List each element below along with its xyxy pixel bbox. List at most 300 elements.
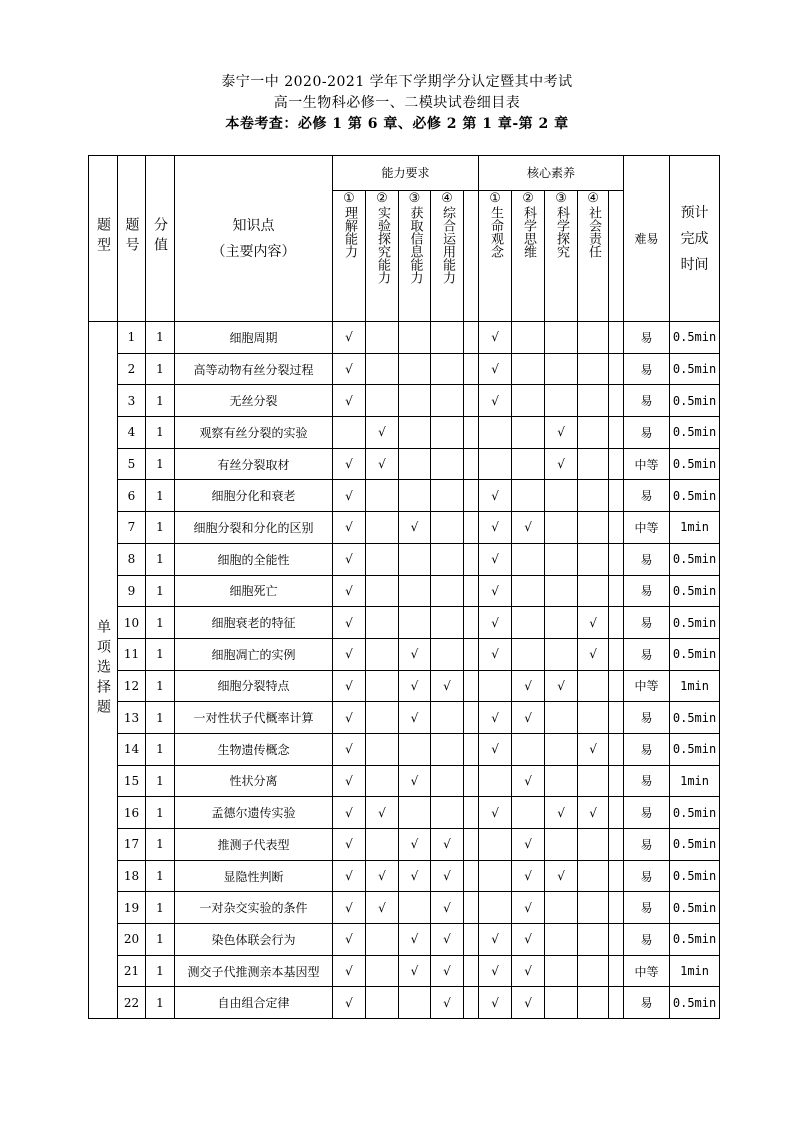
knowledge-point: 观察有丝分裂的实验	[175, 417, 333, 449]
knowledge-point: 细胞死亡	[175, 575, 333, 607]
literacy-4-cell	[578, 448, 609, 480]
table-row	[89, 924, 720, 956]
difficulty: 易	[624, 480, 670, 512]
estimated-time: 0.5min	[670, 987, 720, 1019]
question-score: 1	[146, 797, 175, 829]
literacy-2-cell	[512, 480, 545, 512]
ability-4-cell	[431, 385, 464, 417]
ability-2-cell: √	[366, 448, 399, 480]
literacy-1-cell	[479, 860, 512, 892]
table-row	[89, 670, 720, 702]
literacy-3-cell	[545, 892, 578, 924]
ability-spacer-cell	[464, 543, 479, 575]
table-row	[89, 892, 720, 924]
difficulty: 易	[624, 987, 670, 1019]
ability-4-cell: √	[431, 955, 464, 987]
table-row	[89, 955, 720, 987]
literacy-3-cell	[545, 638, 578, 670]
ability-spacer-cell	[464, 385, 479, 417]
estimated-time: 0.5min	[670, 543, 720, 575]
ability-spacer-cell	[464, 575, 479, 607]
question-number: 13	[118, 702, 146, 734]
ability-3-cell: √	[399, 860, 431, 892]
difficulty: 易	[624, 353, 670, 385]
literacy-3-cell: √	[545, 797, 578, 829]
ability-2-cell	[366, 353, 399, 385]
literacy-3-cell	[545, 353, 578, 385]
literacy-2-cell	[512, 353, 545, 385]
literacy-spacer-cell	[609, 955, 624, 987]
literacy-2-cell	[512, 797, 545, 829]
ability-2-cell	[366, 385, 399, 417]
knowledge-point: 自由组合定律	[175, 987, 333, 1019]
literacy-4-cell: √	[578, 638, 609, 670]
ability-3-cell	[399, 385, 431, 417]
header-ability-group: 能力要求	[333, 156, 479, 191]
ability-4-cell	[431, 322, 464, 354]
table-row	[89, 860, 720, 892]
estimated-time: 0.5min	[670, 480, 720, 512]
difficulty: 中等	[624, 670, 670, 702]
table-row	[89, 765, 720, 797]
literacy-spacer-cell	[609, 987, 624, 1019]
literacy-4-cell	[578, 987, 609, 1019]
ability-1-cell: √	[333, 797, 366, 829]
ability-1-cell: √	[333, 733, 366, 765]
literacy-1-cell: √	[479, 924, 512, 956]
question-score: 1	[146, 543, 175, 575]
header-number: 题号	[118, 156, 146, 322]
literacy-spacer-cell	[609, 860, 624, 892]
question-number: 17	[118, 829, 146, 861]
ability-4-cell	[431, 417, 464, 449]
literacy-3-cell	[545, 702, 578, 734]
question-score: 1	[146, 702, 175, 734]
estimated-time: 0.5min	[670, 353, 720, 385]
question-score: 1	[146, 607, 175, 639]
literacy-4-cell	[578, 543, 609, 575]
ability-1-cell: √	[333, 385, 366, 417]
question-score: 1	[146, 765, 175, 797]
knowledge-point: 测交子代推测亲本基因型	[175, 955, 333, 987]
ability-3-cell	[399, 575, 431, 607]
question-number: 20	[118, 924, 146, 956]
knowledge-point: 有丝分裂取材	[175, 448, 333, 480]
table-row	[89, 417, 720, 449]
literacy-3-cell	[545, 733, 578, 765]
ability-2-cell	[366, 322, 399, 354]
literacy-3-cell	[545, 512, 578, 544]
question-number: 4	[118, 417, 146, 449]
ability-spacer-cell	[464, 512, 479, 544]
ability-3-cell: √	[399, 670, 431, 702]
header-knowledge: 知识点 （主要内容）	[175, 156, 333, 322]
header-ability-1: ① 理解能力	[333, 191, 366, 322]
question-number: 12	[118, 670, 146, 702]
difficulty: 中等	[624, 955, 670, 987]
literacy-1-cell: √	[479, 733, 512, 765]
literacy-1-cell: √	[479, 955, 512, 987]
ability-1-cell: √	[333, 543, 366, 575]
difficulty: 易	[624, 829, 670, 861]
knowledge-point: 细胞分裂特点	[175, 670, 333, 702]
literacy-spacer-cell	[609, 417, 624, 449]
question-number: 18	[118, 860, 146, 892]
estimated-time: 0.5min	[670, 733, 720, 765]
question-score: 1	[146, 955, 175, 987]
literacy-1-cell	[479, 670, 512, 702]
difficulty: 易	[624, 892, 670, 924]
knowledge-point: 推测子代表型	[175, 829, 333, 861]
literacy-spacer-cell	[609, 480, 624, 512]
ability-spacer-cell	[464, 322, 479, 354]
estimated-time: 0.5min	[670, 607, 720, 639]
literacy-1-cell: √	[479, 702, 512, 734]
ability-1-cell: √	[333, 987, 366, 1019]
section-label: 单项选择题	[89, 322, 118, 1019]
literacy-2-cell	[512, 607, 545, 639]
literacy-spacer-cell	[609, 575, 624, 607]
literacy-2-cell	[512, 385, 545, 417]
estimated-time: 0.5min	[670, 448, 720, 480]
literacy-2-cell: √	[512, 670, 545, 702]
difficulty: 易	[624, 607, 670, 639]
question-score: 1	[146, 733, 175, 765]
literacy-2-cell: √	[512, 924, 545, 956]
question-score: 1	[146, 353, 175, 385]
question-number: 16	[118, 797, 146, 829]
header-ability-2: ② 实验探究能力	[366, 191, 399, 322]
ability-spacer-cell	[464, 860, 479, 892]
ability-1-cell: √	[333, 765, 366, 797]
literacy-4-cell	[578, 575, 609, 607]
literacy-2-cell	[512, 543, 545, 575]
estimated-time: 0.5min	[670, 385, 720, 417]
ability-1-cell	[333, 417, 366, 449]
literacy-spacer-cell	[609, 829, 624, 861]
literacy-4-cell	[578, 480, 609, 512]
ability-4-cell	[431, 638, 464, 670]
ability-3-cell: √	[399, 955, 431, 987]
exam-detail-table	[88, 155, 720, 1019]
literacy-4-cell	[578, 670, 609, 702]
literacy-2-cell: √	[512, 702, 545, 734]
ability-3-cell: √	[399, 512, 431, 544]
literacy-3-cell	[545, 987, 578, 1019]
table-row	[89, 733, 720, 765]
literacy-4-cell	[578, 765, 609, 797]
question-score: 1	[146, 924, 175, 956]
literacy-4-cell	[578, 512, 609, 544]
ability-spacer-cell	[464, 987, 479, 1019]
literacy-3-cell	[545, 385, 578, 417]
knowledge-point: 生物遗传概念	[175, 733, 333, 765]
literacy-1-cell: √	[479, 512, 512, 544]
literacy-4-cell	[578, 860, 609, 892]
difficulty: 易	[624, 417, 670, 449]
table-row	[89, 448, 720, 480]
header-ability-spacer	[464, 191, 479, 322]
ability-3-cell	[399, 797, 431, 829]
literacy-2-cell: √	[512, 860, 545, 892]
knowledge-point: 无丝分裂	[175, 385, 333, 417]
question-number: 6	[118, 480, 146, 512]
ability-2-cell	[366, 543, 399, 575]
literacy-3-cell	[545, 829, 578, 861]
literacy-4-cell	[578, 385, 609, 417]
ability-2-cell	[366, 702, 399, 734]
header-time: 预计 完成 时间	[670, 156, 720, 322]
header-ability-3: ③ 获取信息能力	[399, 191, 431, 322]
ability-2-cell	[366, 480, 399, 512]
literacy-3-cell	[545, 765, 578, 797]
question-number: 21	[118, 955, 146, 987]
estimated-time: 0.5min	[670, 829, 720, 861]
table-row	[89, 607, 720, 639]
question-number: 8	[118, 543, 146, 575]
literacy-4-cell	[578, 322, 609, 354]
ability-3-cell: √	[399, 765, 431, 797]
question-score: 1	[146, 987, 175, 1019]
question-number: 3	[118, 385, 146, 417]
literacy-2-cell: √	[512, 512, 545, 544]
table-row	[89, 512, 720, 544]
ability-4-cell	[431, 765, 464, 797]
difficulty: 易	[624, 385, 670, 417]
ability-1-cell: √	[333, 448, 366, 480]
question-score: 1	[146, 638, 175, 670]
question-score: 1	[146, 448, 175, 480]
ability-3-cell: √	[399, 702, 431, 734]
ability-4-cell	[431, 702, 464, 734]
literacy-2-cell	[512, 733, 545, 765]
table-row	[89, 987, 720, 1019]
literacy-4-cell	[578, 417, 609, 449]
ability-2-cell	[366, 607, 399, 639]
difficulty: 易	[624, 638, 670, 670]
ability-4-cell: √	[431, 670, 464, 702]
difficulty: 易	[624, 543, 670, 575]
difficulty: 易	[624, 733, 670, 765]
estimated-time: 1min	[670, 670, 720, 702]
ability-1-cell: √	[333, 702, 366, 734]
ability-1-cell: √	[333, 860, 366, 892]
question-score: 1	[146, 670, 175, 702]
table-row	[89, 829, 720, 861]
ability-2-cell: √	[366, 860, 399, 892]
literacy-1-cell: √	[479, 987, 512, 1019]
ability-spacer-cell	[464, 829, 479, 861]
header-literacy-1: ① 生命观念	[479, 191, 512, 322]
ability-spacer-cell	[464, 480, 479, 512]
knowledge-point: 细胞的全能性	[175, 543, 333, 575]
ability-3-cell	[399, 322, 431, 354]
question-number: 7	[118, 512, 146, 544]
ability-1-cell: √	[333, 575, 366, 607]
ability-spacer-cell	[464, 892, 479, 924]
question-number: 9	[118, 575, 146, 607]
difficulty: 易	[624, 860, 670, 892]
literacy-3-cell: √	[545, 860, 578, 892]
literacy-1-cell: √	[479, 353, 512, 385]
question-number: 22	[118, 987, 146, 1019]
difficulty: 易	[624, 702, 670, 734]
ability-2-cell	[366, 955, 399, 987]
ability-1-cell: √	[333, 670, 366, 702]
literacy-spacer-cell	[609, 638, 624, 670]
question-number: 10	[118, 607, 146, 639]
header-literacy-2: ② 科学思维	[512, 191, 545, 322]
ability-1-cell: √	[333, 607, 366, 639]
table-row	[89, 385, 720, 417]
literacy-4-cell	[578, 924, 609, 956]
table-row	[89, 480, 720, 512]
estimated-time: 1min	[670, 765, 720, 797]
ability-1-cell: √	[333, 322, 366, 354]
ability-1-cell: √	[333, 955, 366, 987]
ability-2-cell	[366, 829, 399, 861]
difficulty: 中等	[624, 512, 670, 544]
difficulty: 易	[624, 797, 670, 829]
literacy-1-cell: √	[479, 322, 512, 354]
estimated-time: 0.5min	[670, 924, 720, 956]
literacy-2-cell: √	[512, 765, 545, 797]
ability-2-cell	[366, 512, 399, 544]
knowledge-point: 一对性状子代概率计算	[175, 702, 333, 734]
ability-1-cell: √	[333, 892, 366, 924]
knowledge-point: 细胞分化和衰老	[175, 480, 333, 512]
literacy-1-cell	[479, 448, 512, 480]
literacy-1-cell: √	[479, 797, 512, 829]
difficulty: 易	[624, 575, 670, 607]
knowledge-point: 细胞周期	[175, 322, 333, 354]
knowledge-point: 高等动物有丝分裂过程	[175, 353, 333, 385]
ability-spacer-cell	[464, 448, 479, 480]
ability-2-cell	[366, 670, 399, 702]
ability-4-cell: √	[431, 829, 464, 861]
ability-spacer-cell	[464, 670, 479, 702]
ability-3-cell	[399, 448, 431, 480]
ability-spacer-cell	[464, 417, 479, 449]
ability-3-cell	[399, 892, 431, 924]
ability-3-cell: √	[399, 924, 431, 956]
literacy-2-cell: √	[512, 892, 545, 924]
literacy-spacer-cell	[609, 385, 624, 417]
document-title-block	[0, 72, 794, 135]
knowledge-point: 染色体联会行为	[175, 924, 333, 956]
literacy-2-cell: √	[512, 829, 545, 861]
question-score: 1	[146, 575, 175, 607]
literacy-2-cell	[512, 322, 545, 354]
ability-4-cell	[431, 448, 464, 480]
ability-3-cell	[399, 480, 431, 512]
ability-2-cell	[366, 733, 399, 765]
estimated-time: 0.5min	[670, 892, 720, 924]
ability-3-cell	[399, 543, 431, 575]
header-literacy-spacer	[609, 191, 624, 322]
header-literacy-group: 核心素养	[479, 156, 624, 191]
ability-4-cell	[431, 733, 464, 765]
knowledge-point: 细胞分裂和分化的区别	[175, 512, 333, 544]
table-row	[89, 702, 720, 734]
ability-spacer-cell	[464, 702, 479, 734]
ability-4-cell	[431, 543, 464, 575]
table-row	[89, 575, 720, 607]
knowledge-point: 细胞衰老的特征	[175, 607, 333, 639]
literacy-spacer-cell	[609, 512, 624, 544]
literacy-4-cell: √	[578, 797, 609, 829]
literacy-3-cell	[545, 924, 578, 956]
literacy-spacer-cell	[609, 733, 624, 765]
estimated-time: 1min	[670, 512, 720, 544]
ability-3-cell: √	[399, 829, 431, 861]
question-number: 1	[118, 322, 146, 354]
ability-spacer-cell	[464, 765, 479, 797]
header-type: 题型	[89, 156, 118, 322]
literacy-spacer-cell	[609, 322, 624, 354]
literacy-4-cell	[578, 829, 609, 861]
knowledge-point: 性状分离	[175, 765, 333, 797]
literacy-1-cell: √	[479, 385, 512, 417]
ability-spacer-cell	[464, 638, 479, 670]
ability-2-cell: √	[366, 797, 399, 829]
question-score: 1	[146, 322, 175, 354]
literacy-3-cell	[545, 480, 578, 512]
literacy-spacer-cell	[609, 765, 624, 797]
ability-2-cell	[366, 575, 399, 607]
ability-4-cell: √	[431, 892, 464, 924]
question-score: 1	[146, 480, 175, 512]
title-line-3: 本卷考查：必修 1 第 6 章、必修 2 第 1 章-第 2 章	[225, 116, 569, 132]
literacy-1-cell: √	[479, 575, 512, 607]
literacy-2-cell: √	[512, 987, 545, 1019]
literacy-spacer-cell	[609, 924, 624, 956]
title-line-1: 泰宁一中 2020-2021 学年下学期学分认定暨其中考试	[221, 74, 573, 90]
literacy-4-cell	[578, 955, 609, 987]
ability-spacer-cell	[464, 733, 479, 765]
question-score: 1	[146, 860, 175, 892]
table-row	[89, 543, 720, 575]
question-score: 1	[146, 385, 175, 417]
literacy-2-cell	[512, 417, 545, 449]
ability-2-cell	[366, 638, 399, 670]
literacy-3-cell	[545, 322, 578, 354]
knowledge-point: 显隐性判断	[175, 860, 333, 892]
literacy-spacer-cell	[609, 607, 624, 639]
literacy-3-cell	[545, 955, 578, 987]
literacy-1-cell	[479, 417, 512, 449]
ability-1-cell: √	[333, 829, 366, 861]
literacy-3-cell: √	[545, 417, 578, 449]
literacy-4-cell: √	[578, 607, 609, 639]
question-score: 1	[146, 417, 175, 449]
literacy-spacer-cell	[609, 448, 624, 480]
literacy-1-cell: √	[479, 607, 512, 639]
ability-4-cell	[431, 353, 464, 385]
ability-2-cell	[366, 987, 399, 1019]
literacy-1-cell: √	[479, 638, 512, 670]
ability-spacer-cell	[464, 797, 479, 829]
table-row	[89, 353, 720, 385]
difficulty: 易	[624, 924, 670, 956]
ability-4-cell	[431, 607, 464, 639]
literacy-4-cell: √	[578, 733, 609, 765]
literacy-2-cell	[512, 448, 545, 480]
ability-4-cell: √	[431, 924, 464, 956]
ability-spacer-cell	[464, 924, 479, 956]
ability-1-cell: √	[333, 924, 366, 956]
question-number: 5	[118, 448, 146, 480]
